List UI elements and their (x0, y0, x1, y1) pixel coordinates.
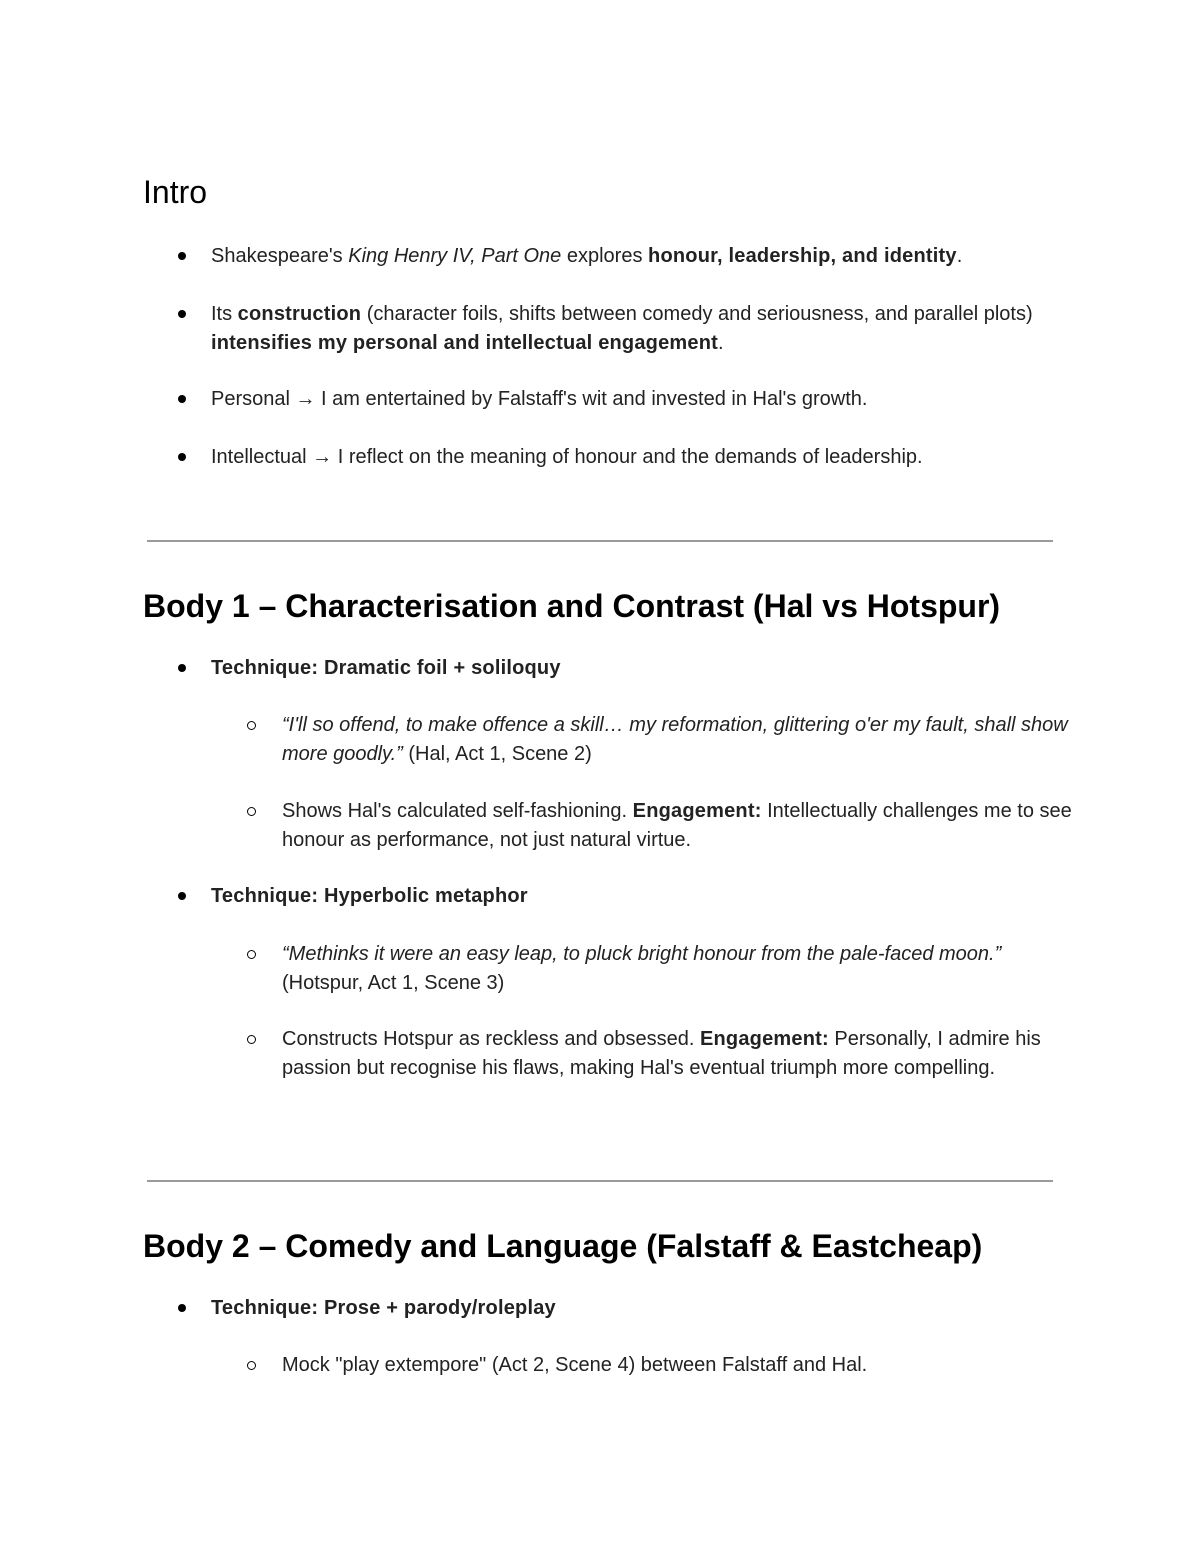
body1-heading: Body 1 – Characterisation and Contrast (Hal vs Hotspur) (143, 588, 1001, 624)
body2-technique-1: Technique: Prose + parody/roleplay (211, 1294, 1061, 1323)
bullet-dot-icon (178, 252, 186, 260)
intro-bullet-1: Shakespeare's King Henry IV, Part One explores honour, leadership, and identity. (211, 242, 1061, 271)
body1-technique-1: Technique: Dramatic foil + soliloquy (211, 654, 1061, 683)
body2-sub-1: Mock "play extempore" (Act 2, Scene 4) between Falstaff and Hal. (282, 1351, 1072, 1380)
bullet-circle-icon (247, 1361, 256, 1370)
body1-technique-2: Technique: Hyperbolic metaphor (211, 882, 1061, 911)
bullet-dot-icon (178, 892, 186, 900)
bullet-circle-icon (247, 950, 256, 959)
body2-heading: Body 2 – Comedy and Language (Falstaff & Eastcheap) (143, 1228, 983, 1264)
intro-bullet-2: Its construction (character foils, shifts between comedy and seriousness, and parallel plots) intensifies my personal and intellectual engagement. (211, 300, 1061, 358)
themes: honour, leadership, and identity (648, 245, 957, 267)
play-title: King Henry IV, Part One (348, 245, 562, 267)
section-divider (147, 1180, 1053, 1182)
bullet-dot-icon (178, 664, 186, 672)
section-divider (147, 540, 1053, 542)
intro-bullet-3: Personal → I am entertained by Falstaff's wit and invested in Hal's growth. (211, 385, 1061, 414)
intro-bullet-4: Intellectual → I reflect on the meaning of honour and the demands of leadership. (211, 443, 1061, 472)
body1-quote-1: “I'll so offend, to make offence a skill… my reformation, glittering o'er my fault, shall show more goodly.” (Hal, Act 1, Scene 2) (282, 711, 1072, 769)
body1-analysis-1: Shows Hal's calculated self-fashioning. Engagement: Intellectually challenges me to see honour as performance, not just natural virtue. (282, 797, 1072, 855)
bullet-circle-icon (247, 721, 256, 730)
bullet-dot-icon (178, 395, 186, 403)
bullet-dot-icon (178, 1304, 186, 1312)
body1-analysis-2: Constructs Hotspur as reckless and obsessed. Engagement: Personally, I admire his passion but recognise his flaws, making Hal's eventual triumph more compelling. (282, 1025, 1072, 1083)
bullet-dot-icon (178, 453, 186, 461)
intro-heading: Intro (143, 174, 208, 210)
body1-quote-2: “Methinks it were an easy leap, to pluck bright honour from the pale-faced moon.” (Hotspur, Act 1, Scene 3) (282, 940, 1072, 998)
bullet-circle-icon (247, 1035, 256, 1044)
bullet-circle-icon (247, 807, 256, 816)
bullet-dot-icon (178, 310, 186, 318)
